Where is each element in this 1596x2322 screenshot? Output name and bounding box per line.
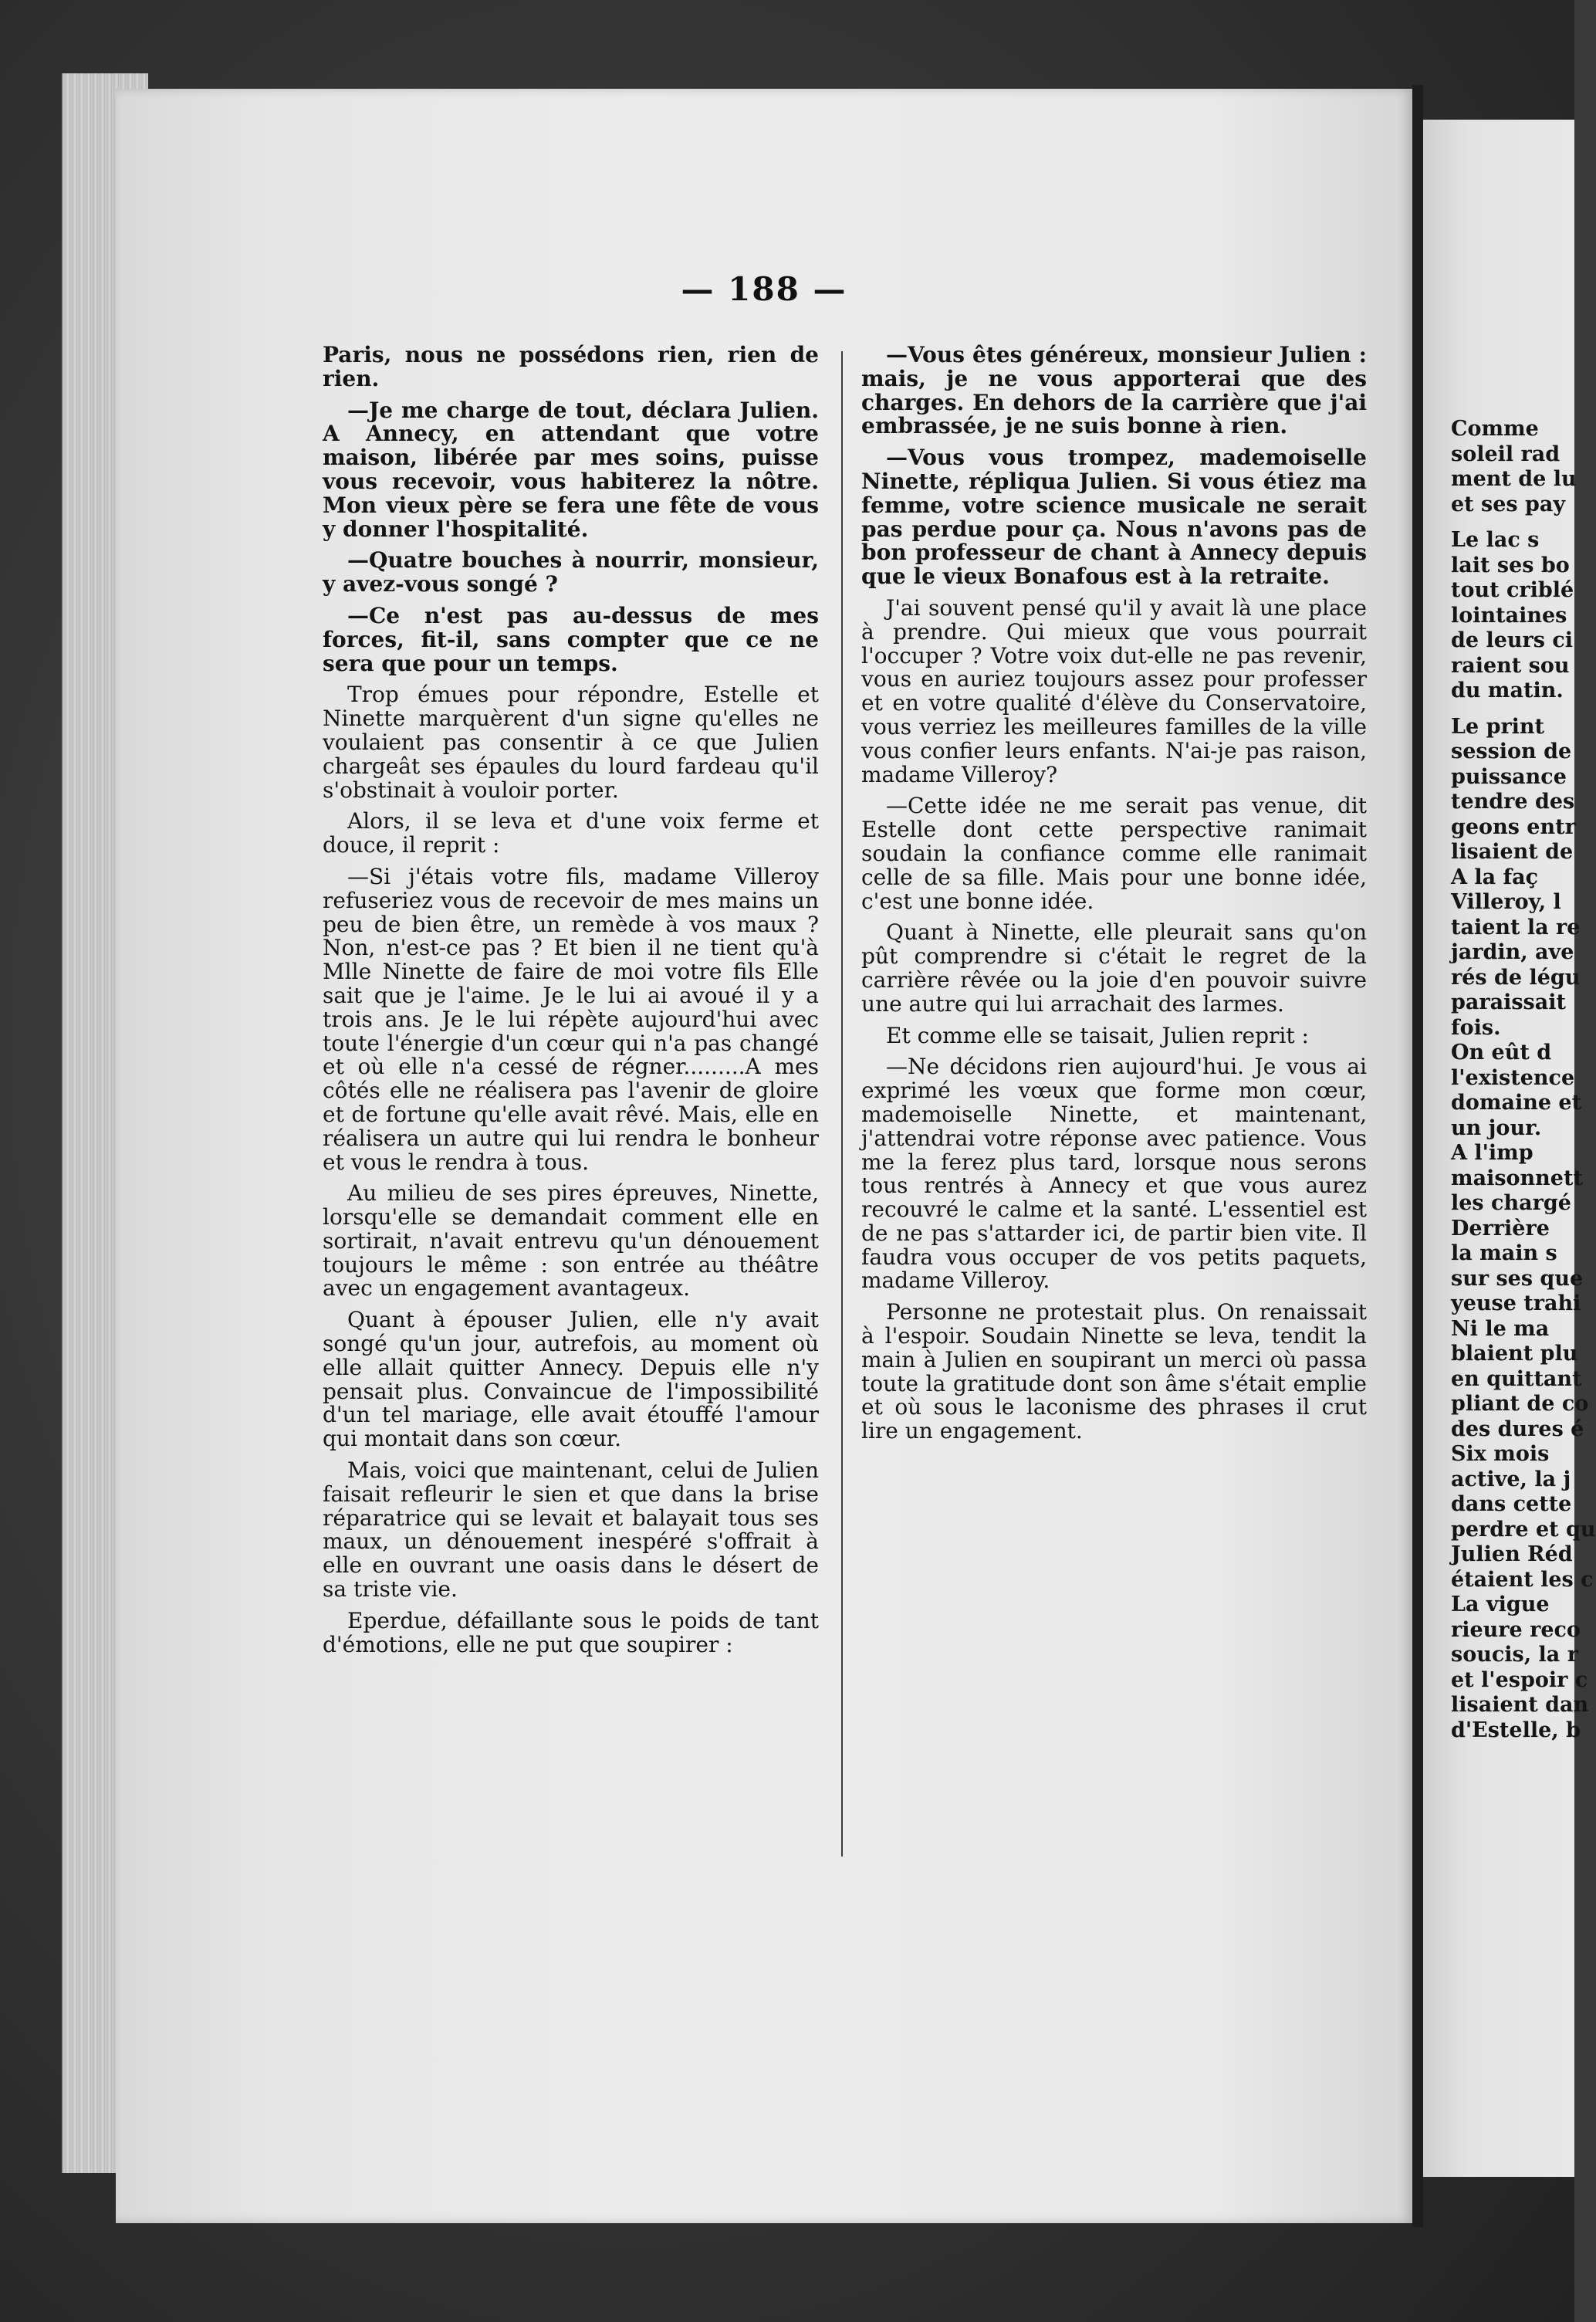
- adjacent-page-line: Six mois: [1451, 1442, 1550, 1466]
- text-column-left: [323, 344, 819, 1664]
- adjacent-page-line: Le lac s: [1451, 528, 1540, 552]
- adjacent-page: [1423, 120, 1596, 2177]
- paragraph: —Vous vous trompez, mademoiselle Ninette, répliqua Julien. Si vous étiez ma femme, votre science musicale ne serait pas perdue pour ça. Nous n'avons pas de bon professeur de chant à Annecy depuis que le vieux Bonafous est à la retraite.: [861, 445, 1367, 590]
- paragraph: Alors, il se leva et d'une voix ferme et douce, il reprit :: [323, 808, 819, 858]
- adjacent-page-line: la main s: [1451, 1241, 1557, 1265]
- adjacent-page-line: lait ses bo: [1451, 553, 1570, 577]
- adjacent-page-line: A l'imp: [1451, 1141, 1533, 1165]
- adjacent-page-line: fois.: [1451, 1015, 1501, 1040]
- adjacent-page-line: maisonnett: [1451, 1166, 1583, 1190]
- adjacent-page-line: pliant de co: [1451, 1392, 1589, 1416]
- adjacent-page-line: blaient plu: [1451, 1342, 1578, 1366]
- adjacent-page-line: un jour.: [1451, 1115, 1542, 1140]
- adjacent-page-line: geons entr: [1451, 814, 1576, 839]
- adjacent-page-line: On eût d: [1451, 1041, 1552, 1065]
- adjacent-page-line: tendre des: [1451, 790, 1575, 814]
- paragraph: Au milieu de ses pires épreuves, Ninette, lorsqu'elle se demandait comment elle en sortirait, n'avait entrevu qu'un dénouement toujours le même : son entrée au théâtre avec un engagement avantageux.: [323, 1180, 819, 1301]
- paragraph: Quant à épouser Julien, elle n'y avait songé qu'un jour, autrefois, au moment où elle allait quitter Annecy. Depuis elle n'y pensait plus. Convaincue de l'impossibilité d'un tel mariage, elle avait étouffé l'amour qui montait dans son cœur.: [323, 1307, 819, 1452]
- adjacent-page-line: lointaines: [1451, 603, 1567, 628]
- paragraph: J'ai souvent pensé qu'il y avait là une place à prendre. Qui mieux que vous pourrait l'occuper ? Votre voix dut-elle ne pas revenir, vous en auriez toujours assez pour professer et en votre qualité d'élève du Conservatoire, vous verriez les meilleures familles de la ville vous confier leurs enfants. N'ai-je pas raison, madame Villeroy?: [861, 594, 1367, 787]
- adjacent-page-line: A la faç: [1451, 865, 1539, 889]
- column-divider: [841, 351, 843, 1857]
- adjacent-page-line: les chargé: [1451, 1191, 1571, 1215]
- adjacent-page-line: yeuse trahi: [1451, 1291, 1581, 1315]
- paragraph: —Cette idée ne me serait pas venue, dit Estelle dont cette perspective ranimait soudain la confiance comme elle ranimait celle de sa fille. Mais pour une bonne idée, c'est une bonne idée.: [861, 793, 1367, 914]
- adjacent-page-line: lisaient dan: [1451, 1693, 1589, 1717]
- adjacent-page-line: et l'espoir c: [1451, 1667, 1588, 1692]
- book-gutter: [1412, 85, 1423, 2227]
- adjacent-page-line: Julien Réd: [1451, 1542, 1573, 1566]
- page-number: — 188 —: [681, 270, 847, 308]
- adjacent-page-line: soleil rad: [1451, 442, 1560, 466]
- adjacent-page-line: [1451, 517, 1574, 528]
- adjacent-page-line: en quittant: [1451, 1366, 1582, 1391]
- paragraph: —Si j'étais votre fils, madame Villeroy refuseriez vous de recevoir de mes mains un peu de bien être, un remède à vos maux ? Non, n'est-ce pas ? Et bien il ne tient qu'à Mlle Ninette de faire de moi votre fils Elle sait que je l'aime. Je le lui ai avoué il y a trois ans. Je le lui répète aujourd'hui avec toute l'énergie d'un cœur qui n'a pas changé et où elle n'a cessé de régner.........A mes côtés elle ne réalisera pas l'avenir de gloire et de fortune qu'elle avait rêvé. Mais, elle en réalisera un autre qui lui rendra le bonheur et vous le rendra à tous.: [323, 863, 819, 1175]
- adjacent-page-line: d'Estelle, b: [1451, 1718, 1581, 1742]
- adjacent-page-line: [1451, 704, 1574, 715]
- adjacent-page-line: des dures é: [1451, 1417, 1584, 1441]
- adjacent-page-line: perdre et qu: [1451, 1517, 1596, 1542]
- paragraph: Et comme elle se taisait, Julien reprit :: [886, 1022, 1309, 1048]
- adjacent-page-line: et ses pay: [1451, 492, 1566, 516]
- adjacent-page-line: dans cette: [1451, 1492, 1572, 1516]
- adjacent-page-line: Villeroy, l: [1451, 890, 1561, 914]
- adjacent-page-line: Ni le ma: [1451, 1316, 1550, 1341]
- paragraph: Quant à Ninette, elle pleurait sans qu'on pût comprendre si c'était le regret de la carrière rêvée ou la joie d'en pouvoir suivre une autre qui lui arrachait des larmes.: [861, 919, 1367, 1017]
- adjacent-page-line: taient la re: [1451, 915, 1581, 939]
- text-column-right: [861, 344, 1367, 1451]
- adjacent-page-line: tout criblé: [1451, 578, 1574, 602]
- adjacent-page-line: soucis, la r: [1451, 1643, 1578, 1667]
- paragraph: —Ce n'est pas au-dessus de mes forces, fit-il, sans compter que ce ne sera que pour un temps.: [323, 602, 819, 676]
- adjacent-page-text: [1451, 417, 1596, 1743]
- adjacent-page-line: rieure reco: [1451, 1617, 1581, 1642]
- adjacent-page-line: ment de lu: [1451, 467, 1577, 491]
- adjacent-page-line: lisaient de: [1451, 840, 1574, 864]
- paragraph: —Quatre bouches à nourrir, monsieur, y avez-vous songé ?: [323, 547, 819, 597]
- adjacent-page-line: puissance: [1451, 764, 1567, 789]
- paragraph: Eperdue, défaillante sous le poids de tant d'émotions, elle ne put que soupirer :: [323, 1607, 819, 1657]
- adjacent-page-line: étaient les c: [1451, 1567, 1594, 1592]
- adjacent-page-line: de leurs ci: [1451, 628, 1574, 652]
- adjacent-page-line: du matin.: [1451, 679, 1564, 702]
- paragraph: Trop émues pour répondre, Estelle et Ninette marquèrent d'un signe qu'elles ne voulaient pas consentir à ce que Julien chargeât ses épaules du lourd fardeau qu'il s'obstinait à vouloir porter.: [323, 682, 819, 803]
- adjacent-page-line: session de: [1451, 740, 1572, 763]
- adjacent-page-line: domaine et: [1451, 1091, 1582, 1115]
- paragraph: Mais, voici que maintenant, celui de Julien faisait refleurir le sien et que dans la brise réparatrice qui se levait et balayait tous ses maux, un dénouement inespéré s'offrait à elle en ouvrant une oasis dans le désert de sa triste vie.: [323, 1457, 819, 1603]
- adjacent-page-line: La vigue: [1451, 1593, 1550, 1616]
- paragraph: Paris, nous ne possédons rien, rien de rien.: [323, 342, 819, 391]
- adjacent-page-line: active, la j: [1451, 1467, 1571, 1491]
- adjacent-page-line: Le print: [1451, 714, 1545, 739]
- adjacent-page-line: jardin, ave: [1451, 940, 1574, 964]
- adjacent-page-line: raient sou: [1451, 653, 1570, 678]
- adjacent-page-line: l'existence: [1451, 1065, 1575, 1090]
- paragraph: —Vous êtes généreux, monsieur Julien : mais, je ne vous apporterai que des charges. En dehors de la carrière que j'ai embrassée, je ne suis bonne à rien.: [861, 342, 1367, 439]
- adjacent-page-line: paraissait: [1451, 990, 1566, 1014]
- adjacent-page-line: sur ses que: [1451, 1266, 1584, 1291]
- paragraph: —Ne décidons rien aujourd'hui. Je vous ai exprimé les vœux que forme mon cœur, mademoiselle Ninette, et maintenant, j'attendrai votre réponse avec patience. Vous me la ferez plus tard, lorsque nous serons tous rentrés à Annecy et que vous aurez recouvré le calme et la santé. L'essentiel est de ne pas s'attarder ici, de partir bien vite. Il faudra vous occuper de vos petits paquets, madame Villeroy.: [861, 1054, 1367, 1294]
- adjacent-page-line: Comme: [1451, 417, 1539, 441]
- paragraph: —Je me charge de tout, déclara Julien. A Annecy, en attendant que votre maison, libérée par mes soins, puisse vous recevoir, vous habiterez la nôtre. Mon vieux père se fera une fête de vous y donner l'hospitalité.: [323, 397, 819, 542]
- adjacent-page-line: rés de légu: [1451, 965, 1581, 990]
- adjacent-page-line: Derrière: [1451, 1216, 1550, 1241]
- paragraph: Personne ne protestait plus. On renaissait à l'espoir. Soudain Ninette se leva, tendit la main à Julien en soupirant un merci où passa toute la gratitude dont son âme s'était emplie et où sous le laconisme des phrases il crut lire un engagement.: [861, 1299, 1367, 1444]
